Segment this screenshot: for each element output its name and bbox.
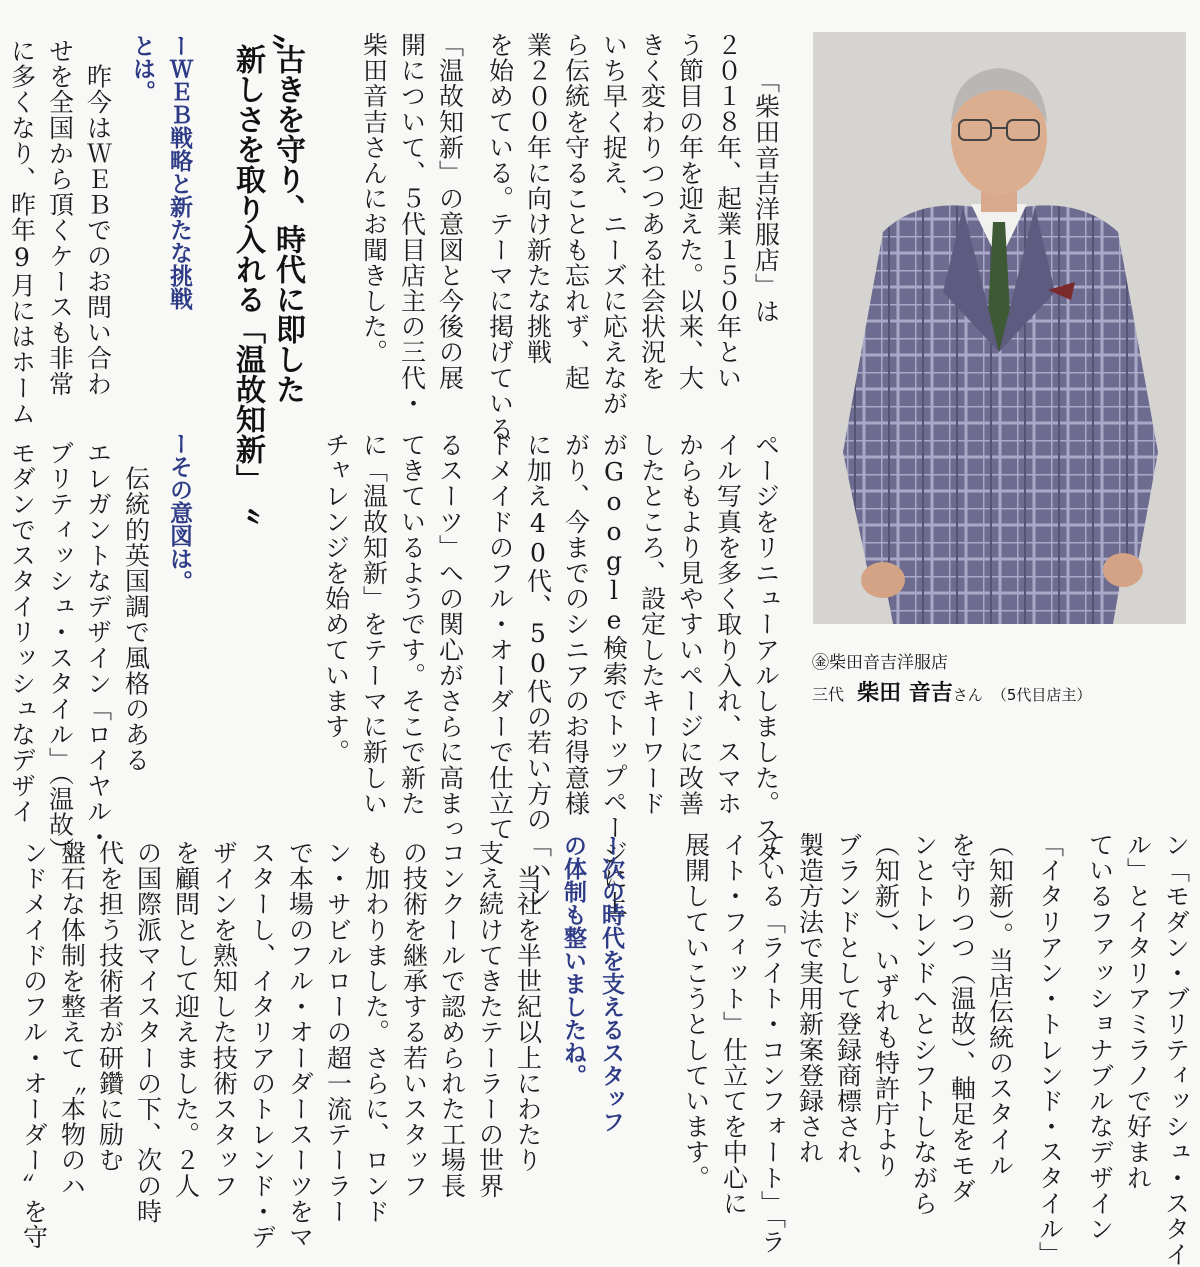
- section2-col-17: 展開していこうとしています。: [681, 832, 711, 1191]
- headline-line-2: 新しさを取り入れる「温故知新」: [230, 44, 265, 494]
- section1-col-7: したところ、設定したキーワード: [637, 432, 667, 816]
- section1-col-1: 昨今はＷＥＢでのお問い合わ: [83, 38, 113, 397]
- section1-col-6: からもより見やすいページに改善: [675, 432, 705, 816]
- section2-col-8: 「イタリアン・トレンド・スタイル」: [1035, 832, 1065, 1267]
- section3-heading-line-2: の体制も整いましたね。: [560, 834, 586, 1087]
- section1-col-8: がGoogle検索でトップページに上: [599, 432, 629, 917]
- section3-col-2: 支え続けてきたテーラーの世界: [475, 840, 505, 1199]
- intro-col-9: 「温故知新」の意図と今後の展: [435, 32, 465, 391]
- section2-col-1: 伝統的英国調で風格のある: [121, 440, 151, 773]
- section1-col-14: に「温故知新」をテーマに新しい: [359, 432, 389, 816]
- section1-heading-line-2: とは。: [129, 34, 155, 103]
- portrait-illustration: [813, 32, 1186, 624]
- section2-col-13: ブランドとして登録商標され、: [833, 832, 863, 1191]
- intro-col-4: きく変わりつつある社会状況を: [637, 32, 667, 391]
- section3-col-13: 盤石な体制を整えて〝本物のハ: [57, 840, 87, 1199]
- section3-col-11: の国際派マイスターの下、次の時: [133, 840, 163, 1224]
- photo-caption-person: [812, 676, 1091, 707]
- section3-col-6: ン・サビルローの超一流テーラー: [323, 840, 353, 1224]
- intro-col-5: いち早く捉え、ニーズに応えなが: [599, 32, 629, 416]
- intro-col-1: 「柴田音吉洋服店」は: [751, 68, 781, 324]
- section1-col-13: てきているようです。そこで新た: [397, 432, 427, 816]
- section1-col-5: イル写真を多く取り入れ、スマホ: [713, 432, 743, 816]
- intro-col-8: を始めている。テーマに掲げている: [485, 32, 515, 442]
- company-mark-icon: ㊎: [812, 653, 829, 673]
- photo-caption-company: [812, 648, 948, 673]
- section2-heading: ーその意図は。: [166, 432, 192, 593]
- section3-col-1: 当社を半世紀以上にわたり: [513, 840, 543, 1173]
- section1-col-3: に多くなり、昨年9月にはホーム: [7, 38, 37, 426]
- section2-col-3: ブリティッシュ・スタイル」（温故）、: [45, 440, 75, 876]
- section3-col-4: の技術を継承する若いスタッフ: [399, 840, 429, 1199]
- section1-col-15: チャレンジを始めています。: [321, 432, 351, 765]
- section2-col-2: エレガントなデザイン「ロイヤル・: [83, 440, 113, 850]
- intro-col-6: ら伝統を守ることも忘れず、起: [561, 32, 591, 391]
- section2-col-7: ているファッショナブルなデザイン: [1085, 832, 1115, 1242]
- section2-col-10: を守りつつ（温故）、軸足をモダ: [947, 832, 977, 1204]
- person-name: 柴田 音吉: [857, 681, 953, 706]
- section1-col-10: に加え40代、50代の若い方の「ハン: [523, 432, 553, 909]
- section2-col-12: （知新）、いずれも特許庁より: [871, 832, 901, 1178]
- section2-col-11: ンとトレンドへとシフトしながら: [909, 832, 939, 1216]
- section3-col-10: を顧問として迎えました。２人: [171, 840, 201, 1199]
- intro-col-3: う節目の年を迎えた。以来、大: [675, 32, 705, 391]
- company-name: 柴田音吉洋服店: [829, 653, 948, 673]
- section1-heading-line-1: ーＷＥＢ戦略と新たな挑戦: [166, 34, 192, 310]
- portrait-photo: [813, 32, 1186, 624]
- section2-col-6: ル」とイタリアミラノで好まれ: [1123, 832, 1153, 1191]
- intro-col-10: 開について、５代目店主の三代・: [397, 32, 427, 416]
- section2-col-4: モダンでスタイリッシュなデザイ: [7, 440, 37, 824]
- section1-col-2: せを全国から頂くケースも非常: [45, 38, 75, 397]
- section1-col-11: ドメイドのフル・オーダーで仕立て: [485, 432, 515, 842]
- intro-col-7: 業２００年に向け新たな挑戦: [523, 32, 553, 365]
- section3-heading-line-1: ー次の時代を支えるスタッフ: [598, 834, 624, 1133]
- section1-col-12: るスーツ」への関心がさらに高まっ: [435, 432, 465, 842]
- section2-col-9: （知新）。当店伝統のスタイル: [985, 832, 1015, 1178]
- headline-open-quote: 〟: [272, 14, 306, 54]
- generation-label: 三代: [812, 685, 845, 704]
- role-label: （5代目店主）: [991, 686, 1092, 704]
- headline-line-1: 古きを守り、時代に即した: [270, 44, 305, 404]
- intro-col-2: ２０１８年、起業１５０年とい: [713, 32, 743, 391]
- section1-col-9: がり、今までのシニアのお得意様: [561, 432, 591, 816]
- section3-col-7: で本場のフル・オーダースーツをマ: [285, 840, 315, 1250]
- intro-col-11: 柴田音吉さんにお聞きした。: [359, 32, 389, 365]
- section1-col-4: ページをリニューアルしました。スタ: [751, 432, 781, 868]
- section3-col-14: ンドメイドのフル・オーダー〟を守: [19, 840, 49, 1250]
- section2-col-14: 製造方法で実用新案登録され: [795, 832, 825, 1165]
- section2-col-16: イト・フィット」仕立てを中心に: [719, 832, 749, 1216]
- section2-col-5: ン「モダン・ブリティッシュ・スタイ: [1161, 832, 1191, 1267]
- honorific: さん: [952, 686, 983, 704]
- headline-close-quote: 〝: [226, 508, 260, 548]
- section3-col-8: スターし、イタリアのトレンド・デ: [247, 840, 277, 1250]
- section3-col-12: 代を担う技術者が研鑽に励む: [95, 840, 125, 1173]
- section2-col-15: ている「ライト・コンフォート」「ラ: [757, 832, 787, 1255]
- section3-col-5: も加わりました。さらに、ロンド: [361, 840, 391, 1224]
- section3-col-9: ザインを熟知した技術スタッフ: [209, 840, 239, 1199]
- section3-col-3: コンクールで認められた工場長: [437, 840, 467, 1199]
